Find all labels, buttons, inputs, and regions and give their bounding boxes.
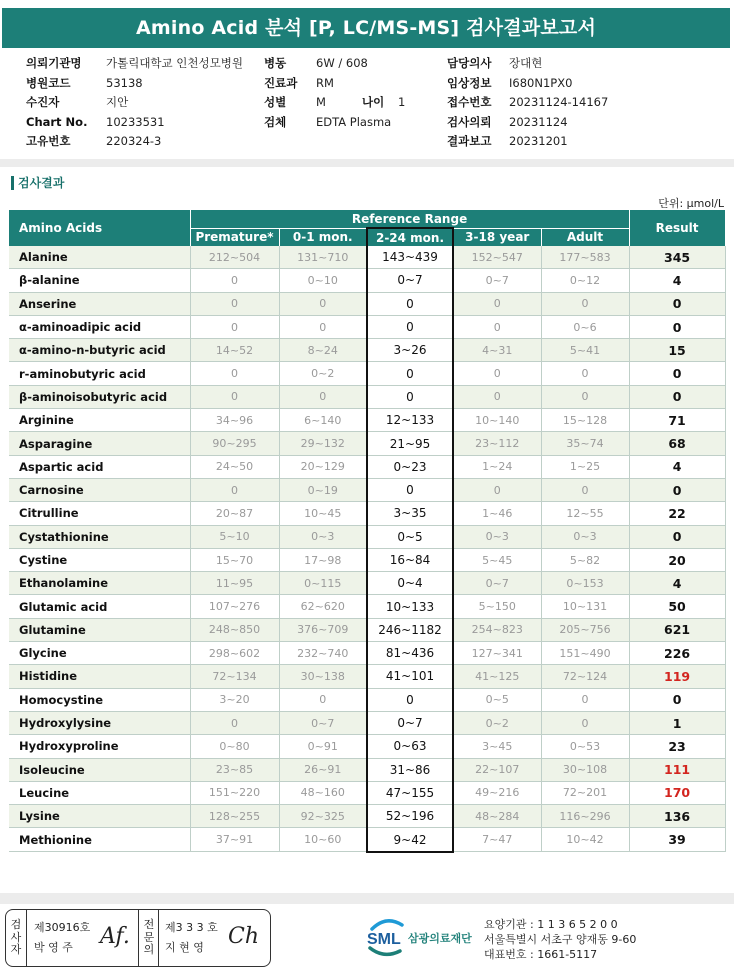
reference-range-cell: 127~341 (453, 642, 541, 665)
result-value: 170 (629, 781, 725, 804)
reference-range-cell: 9~42 (367, 828, 453, 852)
header-adult: Adult (541, 228, 629, 246)
reference-range-cell: 81~436 (367, 642, 453, 665)
reference-range-cell: 15~70 (190, 548, 279, 571)
result-value: 20 (629, 548, 725, 571)
amino-acid-name: Carnosine (9, 478, 190, 501)
reference-range-cell: 0~5 (453, 688, 541, 711)
reference-range-cell: 10~131 (541, 595, 629, 618)
reference-range-cell: 0 (279, 385, 367, 408)
table-row (9, 339, 725, 362)
reference-range-cell: 0~63 (367, 735, 453, 758)
amino-acid-name: Arginine (9, 409, 190, 432)
reference-range-cell: 5~10 (190, 525, 279, 548)
info-col-1 (26, 54, 243, 152)
table-row (9, 781, 725, 804)
label-doctor: 담당의사 (447, 56, 492, 70)
reference-range-cell: 0~4 (367, 572, 453, 595)
physician-signature: Ch (228, 924, 260, 949)
reference-range-cell: 49~216 (453, 781, 541, 804)
reference-range-cell: 0 (367, 292, 453, 315)
reference-range-cell: 0 (541, 292, 629, 315)
reference-range-cell: 3~35 (367, 502, 453, 525)
amino-acid-name: Hydroxyproline (9, 735, 190, 758)
label-department: 진료과 (264, 75, 298, 90)
reference-range-cell: 0~2 (279, 362, 367, 385)
sml-logo (366, 915, 478, 963)
reference-range-cell: 0~7 (279, 711, 367, 734)
reference-range-cell: 205~756 (541, 618, 629, 641)
result-value: 22 (629, 502, 725, 525)
result-value: 0 (629, 688, 725, 711)
signature-box (5, 909, 271, 967)
reference-range-cell: 0~3 (279, 525, 367, 548)
label-patient: 수진자 (26, 95, 60, 109)
result-value: 4 (629, 269, 725, 292)
reference-range-cell: 22~107 (453, 758, 541, 781)
reference-range-cell: 3~26 (367, 339, 453, 362)
table-row (9, 665, 725, 688)
result-value: 0 (629, 385, 725, 408)
table-row (9, 758, 725, 781)
value-ward: 6W / 608 (316, 56, 368, 70)
result-value: 0 (629, 292, 725, 315)
result-value: 111 (629, 758, 725, 781)
amino-acid-name: Hydroxylysine (9, 711, 190, 734)
value-clinical-info: I680N1PX0 (509, 75, 573, 90)
physician-label: 전 문 의 (143, 918, 155, 956)
amino-acid-name: α-amino-n-butyric acid (9, 339, 190, 362)
reference-range-cell: 0~19 (279, 478, 367, 501)
reference-range-cell: 8~24 (279, 339, 367, 362)
physician-name: 지 현 영 (165, 941, 204, 954)
amino-acid-table (9, 210, 726, 853)
result-value: 23 (629, 735, 725, 758)
result-value: 0 (629, 315, 725, 338)
value-receipt-no: 20231124-14167 (509, 95, 609, 109)
label-age: 나이 (362, 95, 385, 109)
checker-number: 제30916호 (34, 921, 91, 934)
amino-acid-name: Glutamic acid (9, 595, 190, 618)
reference-range-cell: 16~84 (367, 548, 453, 571)
amino-acid-name: Isoleucine (9, 758, 190, 781)
lab-contact-info (484, 917, 636, 962)
table-row (9, 618, 725, 641)
header-reference-range: Reference Range (190, 210, 629, 228)
value-chart-no: 10233531 (106, 114, 165, 129)
reference-range-cell: 0~12 (541, 269, 629, 292)
label-ward: 병동 (264, 56, 287, 70)
reference-range-cell: 0 (190, 292, 279, 315)
result-value: 15 (629, 339, 725, 362)
result-value: 1 (629, 711, 725, 734)
reference-range-cell: 0~80 (190, 735, 279, 758)
reference-range-cell: 5~45 (453, 548, 541, 571)
reference-range-cell: 72~124 (541, 665, 629, 688)
header-3-18-year: 3-18 year (453, 228, 541, 246)
amino-acid-name: β-alanine (9, 269, 190, 292)
section-title: 검사결과 (11, 176, 64, 190)
reference-range-cell: 0~153 (541, 572, 629, 595)
checker-signature: Af. (100, 924, 130, 949)
reference-range-cell: 1~25 (541, 455, 629, 478)
reference-range-cell: 41~101 (367, 665, 453, 688)
reference-range-cell: 48~160 (279, 781, 367, 804)
table-row (9, 688, 725, 711)
reference-range-cell: 10~140 (453, 409, 541, 432)
table-row (9, 548, 725, 571)
reference-range-cell: 0~6 (541, 315, 629, 338)
value-sex: M (316, 95, 326, 109)
report-title: Amino Acid 분석 [P, LC/MS-MS] 검사결과보고서 (2, 8, 730, 48)
reference-range-cell: 152~547 (453, 246, 541, 269)
reference-range-cell: 0 (541, 688, 629, 711)
reference-range-cell: 0 (367, 315, 453, 338)
table-row (9, 269, 725, 292)
reference-range-cell: 0~3 (541, 525, 629, 548)
reference-range-cell: 177~583 (541, 246, 629, 269)
header-amino-acids: Amino Acids (9, 210, 190, 246)
reference-range-cell: 15~128 (541, 409, 629, 432)
reference-range-cell: 3~20 (190, 688, 279, 711)
reference-range-cell: 1~46 (453, 502, 541, 525)
amino-acid-name: Aspartic acid (9, 455, 190, 478)
reference-range-cell: 212~504 (190, 246, 279, 269)
reference-range-cell: 72~201 (541, 781, 629, 804)
reference-range-cell: 0~7 (453, 572, 541, 595)
reference-range-cell: 0~7 (367, 269, 453, 292)
reference-range-cell: 21~95 (367, 432, 453, 455)
label-specimen: 검체 (264, 114, 287, 129)
amino-acid-name: Cystine (9, 548, 190, 571)
reference-range-cell: 128~255 (190, 805, 279, 828)
amino-acid-name: r-aminobutyric acid (9, 362, 190, 385)
label-chart-no: Chart No. (26, 114, 88, 129)
reference-range-cell: 246~1182 (367, 618, 453, 641)
result-value: 50 (629, 595, 725, 618)
reference-range-cell: 17~98 (279, 548, 367, 571)
value-doctor: 장대현 (509, 56, 543, 70)
amino-acid-name: Homocystine (9, 688, 190, 711)
header-result: Result (629, 210, 725, 246)
reference-range-cell: 5~82 (541, 548, 629, 571)
bottom-divider (0, 893, 734, 904)
reference-range-cell: 47~155 (367, 781, 453, 804)
reference-range-cell: 37~91 (190, 828, 279, 852)
reference-range-cell: 24~50 (190, 455, 279, 478)
reference-range-cell: 31~86 (367, 758, 453, 781)
result-value: 0 (629, 362, 725, 385)
amino-acid-name: Leucine (9, 781, 190, 804)
reference-range-cell: 0 (541, 478, 629, 501)
result-value: 226 (629, 642, 725, 665)
reference-range-cell: 4~31 (453, 339, 541, 362)
reference-range-cell: 7~47 (453, 828, 541, 852)
label-sex: 성별 (264, 95, 287, 109)
reference-range-cell: 0 (453, 292, 541, 315)
reference-range-cell: 10~60 (279, 828, 367, 852)
reference-range-cell: 298~602 (190, 642, 279, 665)
reference-range-cell: 232~740 (279, 642, 367, 665)
label-hospital-code: 병원코드 (26, 75, 71, 90)
logo-mark: SML (367, 931, 401, 948)
reference-range-cell: 11~95 (190, 572, 279, 595)
result-value: 68 (629, 432, 725, 455)
table-row (9, 478, 725, 501)
reference-range-cell: 29~132 (279, 432, 367, 455)
sml-logo-icon (366, 915, 478, 959)
lab-phone: 대표번호 : 1661-5117 (484, 948, 598, 961)
amino-acid-name: Anserine (9, 292, 190, 315)
reference-range-cell: 6~140 (279, 409, 367, 432)
reference-range-cell: 12~55 (541, 502, 629, 525)
value-request-date: 20231124 (509, 114, 568, 129)
reference-range-cell: 376~709 (279, 618, 367, 641)
reference-range-cell: 92~325 (279, 805, 367, 828)
table-row (9, 572, 725, 595)
reference-range-cell: 107~276 (190, 595, 279, 618)
value-patient: 지안 (106, 95, 129, 109)
reference-range-cell: 10~42 (541, 828, 629, 852)
reference-range-cell: 14~52 (190, 339, 279, 362)
result-value: 119 (629, 665, 725, 688)
reference-range-cell: 41~125 (453, 665, 541, 688)
table-row (9, 246, 725, 269)
reference-range-cell: 0~53 (541, 735, 629, 758)
table-row (9, 362, 725, 385)
reference-range-cell: 0~115 (279, 572, 367, 595)
result-value: 345 (629, 246, 725, 269)
reference-range-cell: 35~74 (541, 432, 629, 455)
label-report-date: 결과보고 (447, 134, 492, 148)
amino-acid-name: Ethanolamine (9, 572, 190, 595)
reference-range-cell: 0 (541, 362, 629, 385)
reference-range-cell: 254~823 (453, 618, 541, 641)
reference-range-cell: 0 (367, 688, 453, 711)
result-value: 0 (629, 478, 725, 501)
reference-range-cell: 0 (279, 315, 367, 338)
checker-label: 검 사 자 (10, 918, 22, 956)
table-row (9, 315, 725, 338)
value-age: 1 (398, 95, 406, 109)
label-request-date: 검사의뢰 (447, 114, 492, 129)
header-0-1-mon: 0-1 mon. (279, 228, 367, 246)
reference-range-cell: 0~10 (279, 269, 367, 292)
reference-range-cell: 0 (367, 385, 453, 408)
value-hospital-code: 53138 (106, 75, 143, 90)
reference-range-cell: 0 (453, 385, 541, 408)
reference-range-cell: 3~45 (453, 735, 541, 758)
reference-range-cell: 5~150 (453, 595, 541, 618)
reference-range-cell: 30~108 (541, 758, 629, 781)
reference-range-cell: 151~490 (541, 642, 629, 665)
reference-range-cell: 20~129 (279, 455, 367, 478)
reference-range-cell: 0 (279, 292, 367, 315)
reference-range-cell: 30~138 (279, 665, 367, 688)
label-institution: 의뢰기관명 (26, 56, 82, 70)
table-row (9, 595, 725, 618)
reference-range-cell: 52~196 (367, 805, 453, 828)
reference-range-cell: 0~23 (367, 455, 453, 478)
result-value: 4 (629, 455, 725, 478)
table-row (9, 711, 725, 734)
reference-range-cell: 0 (190, 478, 279, 501)
reference-range-cell: 23~112 (453, 432, 541, 455)
reference-range-cell: 0 (190, 362, 279, 385)
reference-range-cell: 34~96 (190, 409, 279, 432)
reference-range-cell: 72~134 (190, 665, 279, 688)
reference-range-cell: 0 (367, 478, 453, 501)
amino-acid-name: Cystathionine (9, 525, 190, 548)
value-specimen: EDTA Plasma (316, 114, 392, 129)
amino-acid-name: β-aminoisobutyric acid (9, 385, 190, 408)
amino-acid-name: Asparagine (9, 432, 190, 455)
section-divider (0, 159, 734, 167)
result-value: 4 (629, 572, 725, 595)
table-row (9, 455, 725, 478)
amino-acid-name: Alanine (9, 246, 190, 269)
reference-range-cell: 20~87 (190, 502, 279, 525)
reference-range-cell: 0 (453, 478, 541, 501)
reference-range-cell: 48~284 (453, 805, 541, 828)
label-clinical-info: 임상정보 (447, 75, 492, 90)
reference-range-cell: 0 (190, 385, 279, 408)
result-value: 39 (629, 828, 725, 852)
reference-range-cell: 26~91 (279, 758, 367, 781)
reference-range-cell: 151~220 (190, 781, 279, 804)
amino-acid-name: Lysine (9, 805, 190, 828)
result-value: 136 (629, 805, 725, 828)
amino-acid-name: Methionine (9, 828, 190, 852)
table-row (9, 502, 725, 525)
amino-acid-name: α-aminoadipic acid (9, 315, 190, 338)
result-value: 71 (629, 409, 725, 432)
reference-range-cell: 62~620 (279, 595, 367, 618)
table-row (9, 735, 725, 758)
table-row (9, 805, 725, 828)
value-institution: 가톨릭대학교 인천성모병원 (106, 56, 243, 70)
label-receipt-no: 접수번호 (447, 95, 492, 109)
reference-range-cell: 0 (190, 269, 279, 292)
reference-range-cell: 90~295 (190, 432, 279, 455)
info-col-2 (264, 54, 405, 132)
header-2-24-mon: 2-24 mon. (367, 228, 453, 246)
reference-range-cell: 0~7 (453, 269, 541, 292)
reference-range-cell: 116~296 (541, 805, 629, 828)
table-row (9, 642, 725, 665)
result-value: 621 (629, 618, 725, 641)
reference-range-cell: 0~2 (453, 711, 541, 734)
reference-range-cell: 143~439 (367, 246, 453, 269)
result-value: 0 (629, 525, 725, 548)
value-unique-no: 220324-3 (106, 134, 162, 148)
reference-range-cell: 5~41 (541, 339, 629, 362)
reference-range-cell: 10~133 (367, 595, 453, 618)
physician-number: 제3 3 3 호 (165, 921, 218, 934)
lab-institution-code: 요양기관 : 1 1 3 6 5 2 0 0 (484, 918, 618, 931)
reference-range-cell: 0~3 (453, 525, 541, 548)
reference-range-cell: 0~5 (367, 525, 453, 548)
amino-acid-name: Citrulline (9, 502, 190, 525)
table-row (9, 409, 725, 432)
reference-range-cell: 1~24 (453, 455, 541, 478)
info-col-3 (447, 54, 608, 152)
reference-range-cell: 0 (453, 362, 541, 385)
reference-range-cell: 0 (190, 315, 279, 338)
checker-name: 박 영 주 (34, 941, 73, 954)
reference-range-cell: 0 (541, 711, 629, 734)
reference-range-cell: 0 (453, 315, 541, 338)
lab-address: 서울특별시 서초구 양재동 9-60 (484, 933, 637, 946)
table-row (9, 828, 725, 852)
amino-acid-name: Glutamine (9, 618, 190, 641)
reference-range-cell: 0 (279, 688, 367, 711)
table-row (9, 385, 725, 408)
value-report-date: 20231201 (509, 134, 568, 148)
reference-range-cell: 131~710 (279, 246, 367, 269)
reference-range-cell: 12~133 (367, 409, 453, 432)
header-premature: Premature* (190, 228, 279, 246)
table-row (9, 525, 725, 548)
unit-label: 단위: μmol/L (658, 197, 724, 210)
reference-range-cell: 0 (541, 385, 629, 408)
table-row (9, 432, 725, 455)
reference-range-cell: 23~85 (190, 758, 279, 781)
reference-range-cell: 0~7 (367, 711, 453, 734)
reference-range-cell: 0 (367, 362, 453, 385)
label-unique-no: 고유번호 (26, 134, 71, 148)
logo-text: 삼광의료재단 (408, 932, 472, 945)
amino-acid-name: Histidine (9, 665, 190, 688)
reference-range-cell: 248~850 (190, 618, 279, 641)
table-row (9, 292, 725, 315)
reference-range-cell: 0 (190, 711, 279, 734)
reference-range-cell: 0~91 (279, 735, 367, 758)
value-department: RM (316, 75, 334, 90)
amino-acid-name: Glycine (9, 642, 190, 665)
reference-range-cell: 10~45 (279, 502, 367, 525)
